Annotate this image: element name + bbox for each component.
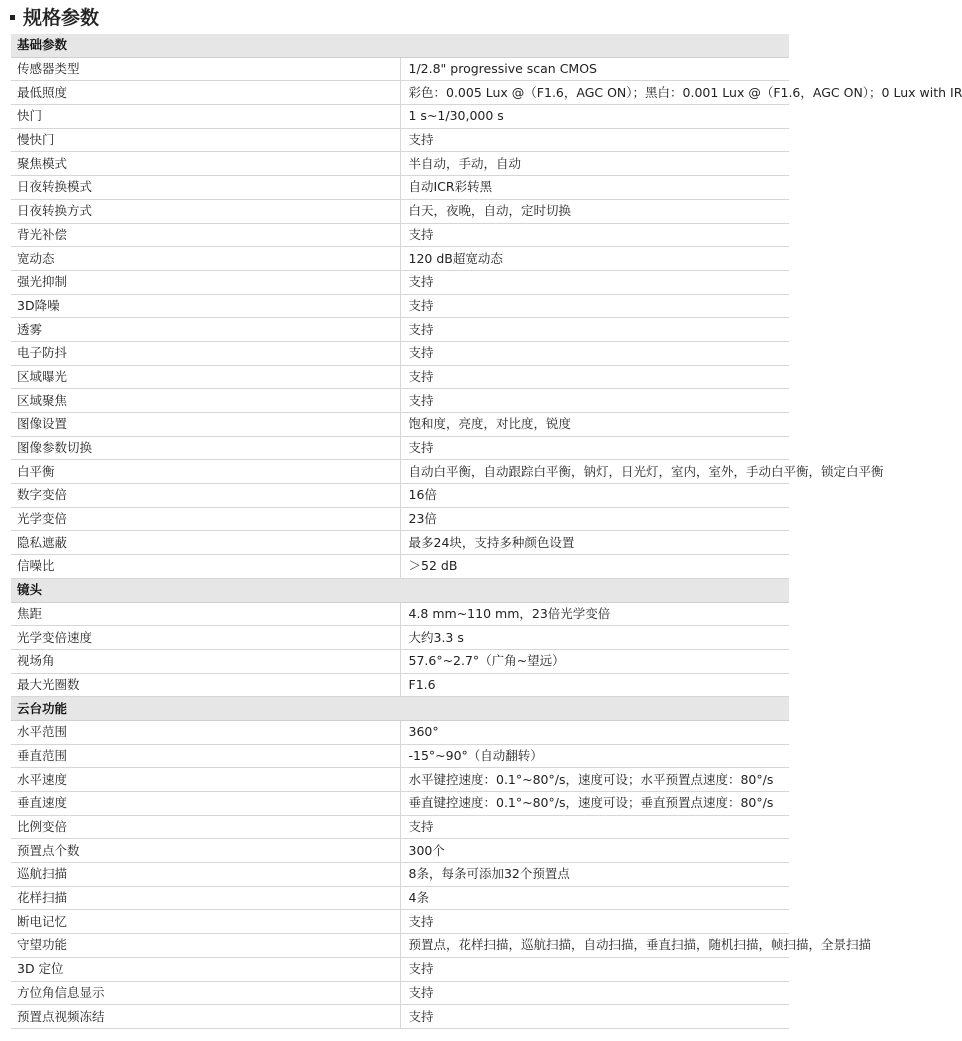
- table-row: [11, 792, 789, 816]
- spec-value: 支持: [400, 223, 789, 247]
- spec-label: 电子防抖: [11, 341, 400, 365]
- bullet-icon: [10, 15, 15, 20]
- spec-value: -15°~90°（自动翻转）: [400, 744, 789, 768]
- spec-value: 支持: [400, 436, 789, 460]
- spec-value: 自动ICR彩转黑: [400, 176, 789, 200]
- spec-label: 预置点视频冻结: [11, 1005, 400, 1029]
- spec-label: 聚焦模式: [11, 152, 400, 176]
- section-title: 镜头: [11, 578, 789, 602]
- spec-label: 区域曝光: [11, 365, 400, 389]
- spec-label: 白平衡: [11, 460, 400, 484]
- table-row: [11, 507, 789, 531]
- spec-label: 3D 定位: [11, 957, 400, 981]
- spec-value: 支持: [400, 910, 789, 934]
- table-row: [11, 247, 789, 271]
- table-row: [11, 673, 789, 697]
- table-row: [11, 626, 789, 650]
- spec-value: 4.8 mm~110 mm，23倍光学变倍: [400, 602, 789, 626]
- spec-label: 花样扫描: [11, 886, 400, 910]
- spec-label: 宽动态: [11, 247, 400, 271]
- spec-label: 光学变倍: [11, 507, 400, 531]
- spec-label: 守望功能: [11, 934, 400, 958]
- table-row: [11, 886, 789, 910]
- spec-value: ＞52 dB: [400, 555, 789, 579]
- spec-value: 支持: [400, 981, 789, 1005]
- spec-label: 最低照度: [11, 81, 400, 105]
- table-row: [11, 389, 789, 413]
- spec-label: 强光抑制: [11, 270, 400, 294]
- spec-label: 垂直速度: [11, 792, 400, 816]
- spec-value: 支持: [400, 128, 789, 152]
- spec-value: 4条: [400, 886, 789, 910]
- spec-label: 日夜转换方式: [11, 199, 400, 223]
- spec-label: 水平速度: [11, 768, 400, 792]
- spec-label: 断电记忆: [11, 910, 400, 934]
- spec-value: 1 s~1/30,000 s: [400, 105, 789, 129]
- table-row: [11, 341, 789, 365]
- spec-value: 预置点，花样扫描，巡航扫描，自动扫描，垂直扫描，随机扫描，帧扫描，全景扫描: [400, 934, 789, 958]
- spec-value: 300个: [400, 839, 789, 863]
- table-row: [11, 768, 789, 792]
- table-row: [11, 957, 789, 981]
- table-row: [11, 294, 789, 318]
- spec-value: 彩色：0.005 Lux @（F1.6，AGC ON）；黑白：0.001 Lux @（F1.6，AGC ON）；0 Lux with IR: [400, 81, 789, 105]
- table-row: [11, 223, 789, 247]
- spec-value: 支持: [400, 270, 789, 294]
- section-header: [11, 578, 789, 602]
- spec-label: 传感器类型: [11, 57, 400, 81]
- spec-value: 垂直键控速度：0.1°~80°/s，速度可设；垂直预置点速度：80°/s: [400, 792, 789, 816]
- page-title: [0, 0, 800, 32]
- spec-value: 白天，夜晚，自动，定时切换: [400, 199, 789, 223]
- table-row: [11, 484, 789, 508]
- spec-value: 8条，每条可添加32个预置点: [400, 863, 789, 887]
- spec-value: 120 dB超宽动态: [400, 247, 789, 271]
- table-row: [11, 318, 789, 342]
- spec-value: F1.6: [400, 673, 789, 697]
- table-row: [11, 270, 789, 294]
- spec-label: 图像参数切换: [11, 436, 400, 460]
- table-row: [11, 176, 789, 200]
- table-row: [11, 128, 789, 152]
- spec-value: 支持: [400, 957, 789, 981]
- spec-label: 快门: [11, 105, 400, 129]
- table-row: [11, 555, 789, 579]
- spec-table: [11, 34, 962, 1029]
- spec-value: 23倍: [400, 507, 789, 531]
- table-row: [11, 863, 789, 887]
- spec-value: 支持: [400, 365, 789, 389]
- spec-label: 区域聚焦: [11, 389, 400, 413]
- spec-value: 最多24块，支持多种颜色设置: [400, 531, 789, 555]
- spec-value: 1/2.8" progressive scan CMOS: [400, 57, 789, 81]
- table-row: [11, 81, 789, 105]
- table-row: [11, 413, 789, 437]
- spec-label: 预置点个数: [11, 839, 400, 863]
- spec-value: 支持: [400, 1005, 789, 1029]
- table-row: [11, 910, 789, 934]
- spec-label: 隐私遮蔽: [11, 531, 400, 555]
- spec-value: 支持: [400, 341, 789, 365]
- spec-value: 半自动，手动，自动: [400, 152, 789, 176]
- spec-value: 57.6°~2.7°（广角~望远）: [400, 649, 789, 673]
- table-row: [11, 1005, 789, 1029]
- spec-value: 360°: [400, 720, 789, 744]
- spec-label: 水平范围: [11, 720, 400, 744]
- spec-value: 支持: [400, 318, 789, 342]
- spec-label: 视场角: [11, 649, 400, 673]
- spec-label: 日夜转换模式: [11, 176, 400, 200]
- spec-label: 数字变倍: [11, 484, 400, 508]
- spec-label: 巡航扫描: [11, 863, 400, 887]
- spec-label: 光学变倍速度: [11, 626, 400, 650]
- table-row: [11, 744, 789, 768]
- spec-value: 16倍: [400, 484, 789, 508]
- table-row: [11, 839, 789, 863]
- spec-label: 慢快门: [11, 128, 400, 152]
- spec-value: 水平键控速度：0.1°~80°/s，速度可设；水平预置点速度：80°/s: [400, 768, 789, 792]
- table-row: [11, 649, 789, 673]
- table-row: [11, 57, 789, 81]
- spec-label: 信噪比: [11, 555, 400, 579]
- spec-label: 比例变倍: [11, 815, 400, 839]
- table-row: [11, 152, 789, 176]
- table-row: [11, 199, 789, 223]
- spec-label: 透雾: [11, 318, 400, 342]
- spec-value: 大约3.3 s: [400, 626, 789, 650]
- table-row: [11, 934, 789, 958]
- section-header: [11, 697, 789, 721]
- section-title: 基础参数: [11, 34, 789, 57]
- table-row: [11, 602, 789, 626]
- spec-value: 自动白平衡，自动跟踪白平衡，钠灯，日光灯，室内，室外，手动白平衡，锁定白平衡: [400, 460, 789, 484]
- table-row: [11, 815, 789, 839]
- spec-label: 图像设置: [11, 413, 400, 437]
- table-row: [11, 720, 789, 744]
- spec-label: 最大光圈数: [11, 673, 400, 697]
- table-row: [11, 105, 789, 129]
- section-title: 云台功能: [11, 697, 789, 721]
- section-header: [11, 34, 789, 57]
- table-row: [11, 981, 789, 1005]
- spec-label: 垂直范围: [11, 744, 400, 768]
- spec-label: 焦距: [11, 602, 400, 626]
- table-row: [11, 531, 789, 555]
- table-row: [11, 460, 789, 484]
- spec-value: 支持: [400, 389, 789, 413]
- spec-label: 背光补偿: [11, 223, 400, 247]
- spec-value: 支持: [400, 815, 789, 839]
- spec-value: 支持: [400, 294, 789, 318]
- spec-label: 3D降噪: [11, 294, 400, 318]
- spec-value: 饱和度，亮度，对比度，锐度: [400, 413, 789, 437]
- spec-label: 方位角信息显示: [11, 981, 400, 1005]
- page-title-text: 规格参数: [23, 6, 100, 29]
- table-row: [11, 436, 789, 460]
- table-row: [11, 365, 789, 389]
